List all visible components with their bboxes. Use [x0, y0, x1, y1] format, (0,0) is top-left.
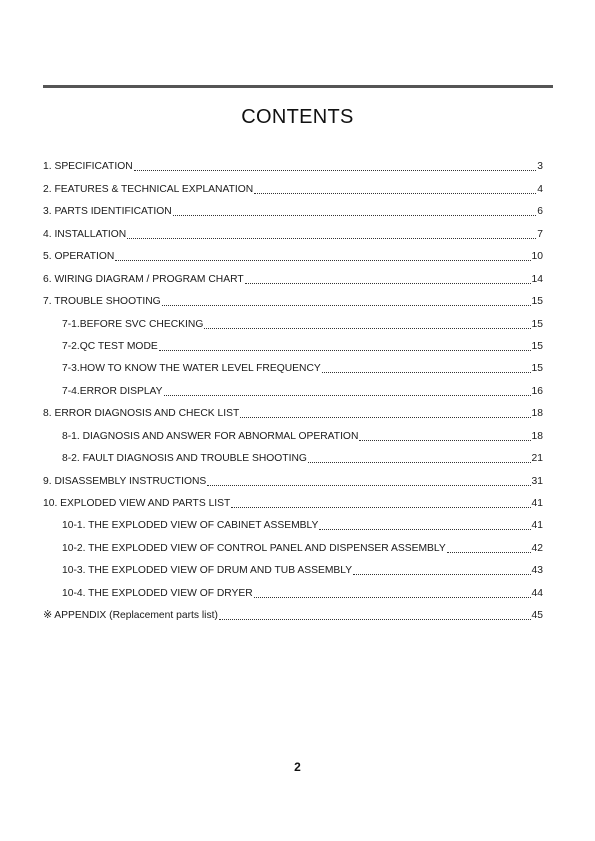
toc-entry-text: 8. ERROR DIAGNOSIS AND CHECK LIST [43, 408, 240, 420]
toc-entry-text: 6. WIRING DIAGRAM / PROGRAM CHART [43, 273, 244, 285]
toc-entry-label [62, 543, 446, 556]
toc-entry-label [43, 476, 206, 489]
dot-leader [219, 619, 531, 620]
dot-leader [115, 260, 530, 261]
toc-entry-page: 14 [531, 273, 543, 285]
toc-entry-text: 7-2.QC TEST MODE [62, 340, 158, 352]
toc-entry-label [62, 520, 318, 533]
toc-entry-text: 5. OPERATION [43, 251, 115, 263]
toc-entry-page: 41 [531, 520, 543, 532]
toc-entry [43, 197, 543, 219]
toc-entry-text: 7-3.HOW TO KNOW THE WATER LEVEL FREQUENCY [62, 363, 321, 375]
toc-entry-page: 6 [537, 206, 543, 218]
toc-entry-page: 44 [531, 587, 543, 599]
toc-entry [43, 533, 543, 555]
toc-entry-page: 42 [531, 542, 543, 554]
toc-entry-text: 7-4.ERROR DISPLAY [62, 385, 163, 397]
toc-entry-text: 10-4. THE EXPLODED VIEW OF DRYER [62, 587, 253, 599]
toc-entry [43, 242, 543, 264]
toc-entry-text: 7-1.BEFORE SVC CHECKING [62, 318, 204, 330]
dot-leader [359, 440, 530, 441]
toc-entry-page: 10 [531, 251, 543, 263]
toc-entry-label [43, 161, 133, 174]
toc-entry-label [62, 363, 321, 376]
toc-entry-label [43, 206, 172, 219]
toc-entry-page: 7 [537, 228, 543, 240]
toc-entry [43, 578, 543, 600]
toc-entry-page: 4 [537, 183, 543, 195]
toc-entry-text: 10. EXPLODED VIEW AND PARTS LIST [43, 498, 231, 509]
table-of-contents [43, 152, 543, 623]
dot-leader [447, 552, 531, 553]
toc-entry [43, 511, 543, 533]
dot-leader [127, 238, 536, 239]
toc-entry-label [43, 296, 161, 309]
toc-entry-label [43, 251, 114, 264]
toc-entry [43, 264, 543, 286]
toc-entry-text: 4. INSTALLATION [43, 228, 127, 240]
toc-entry [43, 287, 543, 309]
toc-entry-label [62, 588, 253, 601]
toc-entry-text: 8-1. DIAGNOSIS AND ANSWER FOR ABNORMAL OPERATION [62, 430, 359, 442]
toc-entry-label [43, 498, 230, 511]
dot-leader [254, 597, 531, 598]
dot-leader [353, 574, 530, 575]
toc-entry-label [43, 408, 239, 421]
toc-entry [43, 556, 543, 578]
toc-entry-page: 18 [531, 408, 543, 420]
dot-leader [308, 462, 531, 463]
dot-leader [134, 170, 537, 171]
toc-entry-page: 18 [531, 430, 543, 442]
toc-entry-label [43, 184, 253, 197]
toc-entry-text: APPENDIX (Replacement parts list) [54, 610, 218, 622]
toc-entry-page: 45 [531, 610, 543, 622]
toc-entry-text: 10-1. THE EXPLODED VIEW OF CABINET ASSEMBLY [62, 520, 319, 532]
toc-entry-page: 15 [531, 318, 543, 330]
toc-entry [43, 601, 543, 623]
toc-entry [43, 466, 543, 488]
dot-leader [173, 215, 537, 216]
dot-leader [204, 328, 530, 329]
toc-entry-label [62, 431, 358, 444]
toc-entry-text: 10-3. THE EXPLODED VIEW OF DRUM AND TUB ASSEMBLY [62, 565, 353, 577]
toc-entry-label [62, 319, 203, 332]
toc-entry [43, 309, 543, 331]
toc-entry [43, 219, 543, 241]
toc-entry-text: 1. SPECIFICATION [43, 161, 133, 173]
dot-leader [164, 395, 531, 396]
toc-entry-page: 31 [531, 475, 543, 487]
dot-leader [322, 372, 531, 373]
top-rule [43, 85, 553, 88]
toc-entry-text: 8-2. FAULT DIAGNOSIS AND TROUBLE SHOOTING [62, 453, 307, 465]
toc-entry [43, 399, 543, 421]
toc-entry [43, 152, 543, 174]
dot-leader [240, 417, 530, 418]
toc-entry-text: 2. FEATURES & TECHNICAL EXPLANATION [43, 183, 254, 195]
toc-entry-page: 16 [531, 385, 543, 397]
toc-entry-page: 15 [531, 340, 543, 352]
dot-leader [159, 350, 531, 351]
toc-entry-page: 3 [537, 161, 543, 173]
toc-entry-text: 10-2. THE EXPLODED VIEW OF CONTROL PANEL AND DISPENSER ASSEMBLY [62, 542, 446, 554]
dot-leader [319, 529, 530, 530]
toc-entry-label [43, 229, 126, 242]
toc-entry-page: 41 [531, 498, 543, 509]
page-number: 2 [294, 760, 301, 774]
toc-entry-text: 7. TROUBLE SHOOTING [43, 296, 161, 308]
toc-entry-label [43, 609, 218, 623]
dot-leader [254, 193, 536, 194]
toc-entry-text: 3. PARTS IDENTIFICATION [43, 206, 172, 218]
page-title: CONTENTS [241, 106, 354, 128]
toc-entry-label [62, 453, 307, 466]
toc-entry [43, 489, 543, 511]
toc-entry-label [43, 274, 244, 287]
toc-entry-page: 15 [531, 363, 543, 375]
toc-entry-page: 21 [531, 453, 543, 465]
toc-entry-text: 9. DISASSEMBLY INSTRUCTIONS [43, 475, 207, 487]
toc-entry-page: 43 [531, 565, 543, 577]
toc-entry [43, 421, 543, 443]
dot-leader [231, 507, 530, 508]
toc-entry [43, 376, 543, 398]
toc-entry [43, 354, 543, 376]
reference-mark-icon: ※ [43, 609, 53, 622]
toc-entry-label [62, 341, 158, 354]
toc-entry [43, 444, 543, 466]
toc-entry [43, 332, 543, 354]
dot-leader [245, 283, 531, 284]
dot-leader [162, 305, 531, 306]
toc-entry-label [62, 565, 352, 578]
toc-entry-page: 15 [531, 296, 543, 308]
toc-entry-label [62, 386, 163, 399]
toc-entry [43, 174, 543, 196]
dot-leader [207, 485, 530, 486]
